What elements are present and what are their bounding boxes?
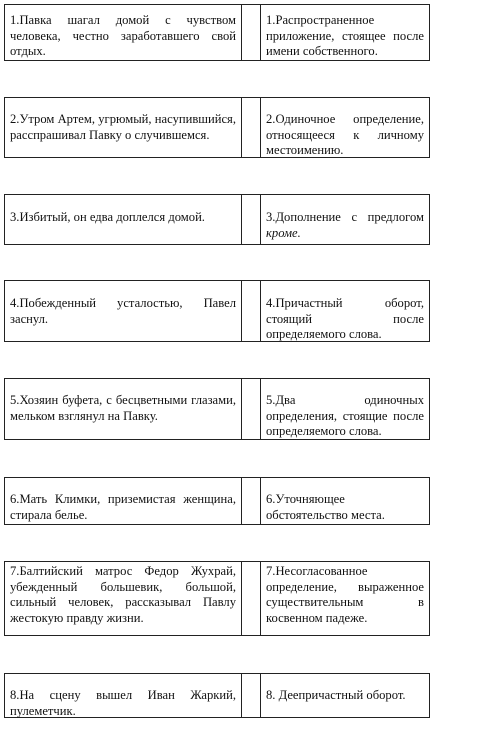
definition-cell-6 <box>260 477 430 525</box>
match-pair-1 <box>4 4 430 61</box>
definition-text-4: 4.Причастный оборот, стоящий после определяемого слова. <box>266 296 424 341</box>
definition-cell-4 <box>260 280 430 342</box>
match-pair-5 <box>4 378 430 440</box>
sentence-text-1: 1.Павка шагал домой с чувством человека, честно заработавшего свой отдых. <box>10 13 236 58</box>
sentence-text-4: 4.Побежденный усталостью, Павел заснул. <box>10 296 236 326</box>
sentence-cell-3 <box>4 194 242 245</box>
sentence-text-7: 7.Балтийский матрос Федор Жухрай, убежденный большевик, большой, сильный человек, рассказывал Павлу жестокую правду жизни. <box>10 564 236 625</box>
sentence-cell-8 <box>4 673 242 718</box>
definition-cell-1 <box>260 4 430 61</box>
definition-text-5: 5.Два одиночных определения, стоящие после определяемого слова. <box>266 393 424 438</box>
definition-text-1: 1.Распространенное приложение, стоящее после имени собственного. <box>266 13 424 58</box>
definition-text-7: 7.Несогласованное определение, выраженное существительным в косвенном падеже. <box>266 564 424 625</box>
match-pair-6 <box>4 477 430 525</box>
match-pair-3 <box>4 194 430 245</box>
definition-text-6: 6.Уточняющее обстоятельство места. <box>266 492 385 522</box>
answer-box-7[interactable] <box>241 561 261 636</box>
answer-box-4[interactable] <box>241 280 261 342</box>
answer-box-1[interactable] <box>241 4 261 61</box>
sentence-cell-1 <box>4 4 242 61</box>
answer-box-3[interactable] <box>241 194 261 245</box>
match-pair-2 <box>4 97 430 158</box>
sentence-text-5: 5.Хозяин буфета, с бесцветными глазами, мельком взглянул на Павку. <box>10 393 236 423</box>
definition-text-3-italic: кроме. <box>266 225 301 240</box>
match-pair-8 <box>4 673 430 718</box>
definition-cell-3 <box>260 194 430 245</box>
sentence-cell-2 <box>4 97 242 158</box>
sentence-text-6: 6.Мать Климки, приземистая женщина, стирала белье. <box>10 492 236 522</box>
match-pair-4 <box>4 280 430 342</box>
sentence-cell-4 <box>4 280 242 342</box>
definition-text-3 <box>266 210 424 241</box>
match-pair-7 <box>4 561 430 636</box>
answer-box-6[interactable] <box>241 477 261 525</box>
answer-box-2[interactable] <box>241 97 261 158</box>
sentence-text-8: 8.На сцену вышел Иван Жаркий, пулеметчик. <box>10 688 236 718</box>
answer-box-8[interactable] <box>241 673 261 718</box>
definition-cell-2 <box>260 97 430 158</box>
definition-text-2: 2.Одиночное определение, относящееся к личному местоимению. <box>266 112 424 157</box>
sentence-text-2: 2.Утром Артем, угрюмый, насупившийся, расспрашивал Павку о случившемся. <box>10 112 236 142</box>
sentence-cell-6 <box>4 477 242 525</box>
sentence-cell-7 <box>4 561 242 636</box>
sentence-text-3: 3.Избитый, он едва доплелся домой. <box>10 210 205 224</box>
sentence-cell-5 <box>4 378 242 440</box>
definition-cell-5 <box>260 378 430 440</box>
answer-box-5[interactable] <box>241 378 261 440</box>
definition-text-3-main: 3.Дополнение с предлогом <box>266 210 424 224</box>
definition-cell-7 <box>260 561 430 636</box>
definition-text-8: 8. Деепричастный оборот. <box>266 688 406 702</box>
definition-cell-8 <box>260 673 430 718</box>
